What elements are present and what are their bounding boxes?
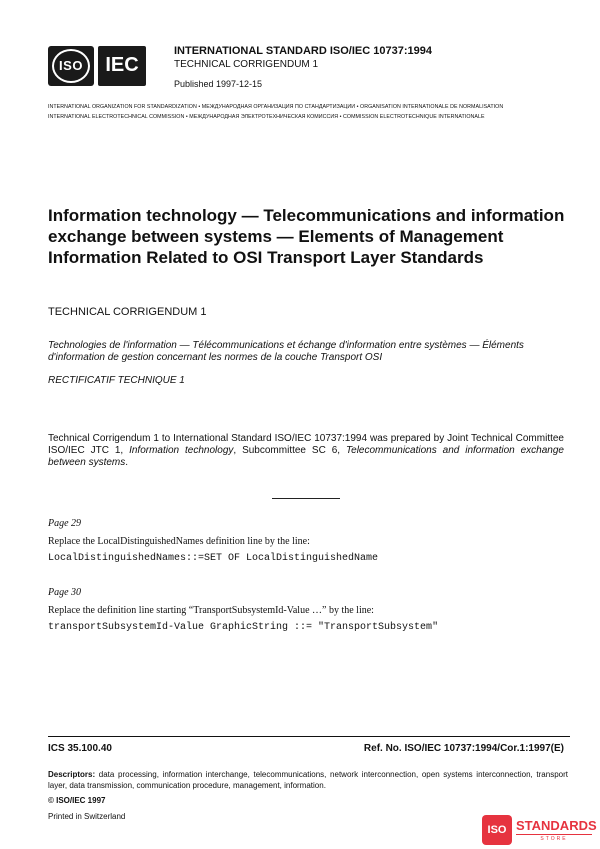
watermark-badge: ISO [482, 815, 512, 845]
correction-instruction: Replace the LocalDistinguishedNames definition line by the line: [48, 536, 310, 547]
iec-logo-text: IEC [105, 54, 139, 76]
document-title: Information technology — Telecommunications and information exchange between systems — Elements of Management Information Related to OSI Transport Layer Standards [48, 206, 565, 267]
copyright: © ISO/IEC 1997 [48, 796, 106, 805]
printed-location: Printed in Switzerland [48, 812, 126, 821]
organization-line-2: INTERNATIONAL ELECTROTECHNICAL COMMISSION • МЕЖДУНАРОДНАЯ ЭЛЕКТРОТЕХНИЧЕСКАЯ КОМИССИЯ • COMMISSION ELECTROTECHNIQUE INTERNATIONALE [48, 114, 485, 120]
iso-iec-logo [48, 46, 152, 86]
correction-page-label: Page 30 [48, 587, 82, 598]
watermark-subtext: STORE [516, 834, 592, 842]
corrigendum-label: TECHNICAL CORRIGENDUM 1 [48, 306, 207, 318]
standards-store-watermark [482, 815, 597, 845]
reference-number: Ref. No. ISO/IEC 10737:1994/Cor.1:1997(E) [363, 743, 564, 754]
intro-text-1: Technical Corrigendum 1 to International Standard ISO/IEC 10737:1994 was prepared by Joint Technical Committee ISO/IEC JTC 1, [48, 433, 564, 456]
descriptors-label: Descriptors: [48, 770, 96, 779]
intro-paragraph [48, 433, 564, 469]
standard-subtitle: TECHNICAL CORRIGENDUM 1 [174, 59, 319, 70]
organization-line-1: INTERNATIONAL ORGANIZATION FOR STANDARDIZATION • МЕЖДУНАРОДНАЯ ОРГАНИЗАЦИЯ ПО СТАНДАРТИЗАЦИИ • ORGANISATION INTERNATIONALE DE NORMALISATION [48, 104, 504, 110]
iso-logo [48, 46, 94, 86]
intro-text-3: . [125, 457, 129, 468]
correction-page-label: Page 29 [48, 518, 82, 529]
intro-text-2: , Subcommittee SC 6, [233, 445, 346, 456]
descriptors-text: data processing, information interchange, telecommunications, network interconnection, open systems interconnection, transport layer, data transmission, communication procedure, management, information. [48, 770, 568, 790]
iec-logo [98, 46, 146, 86]
french-corrigendum-label: RECTIFICATIF TECHNIQUE 1 [48, 375, 185, 386]
footer-divider [48, 736, 570, 737]
section-divider [272, 498, 340, 499]
intro-italic-2: Telecommunications and information exchange between systems [48, 445, 564, 468]
intro-italic-1: Information technology [129, 445, 234, 456]
correction-code: transportSubsystemId-Value GraphicString ::= "TransportSubsystem" [48, 622, 439, 633]
correction-code: LocalDistinguishedNames::=SET OF LocalDistinguishedName [48, 553, 379, 564]
iso-logo-text: ISO [59, 58, 83, 73]
descriptors [48, 769, 568, 791]
watermark-text: STANDARDS [516, 818, 597, 833]
french-title: Technologies de l'information — Télécommunications et échange d'information entre systèmes — Éléments d'information de gestion concernant les normes de la couche Transport OSI [48, 340, 524, 363]
published-date: Published 1997-12-15 [174, 79, 263, 89]
standard-title: INTERNATIONAL STANDARD ISO/IEC 10737:1994 [174, 45, 432, 57]
correction-instruction: Replace the definition line starting “TransportSubsystemId-Value …” by the line: [48, 605, 374, 616]
ics-code: ICS 35.100.40 [48, 743, 112, 754]
